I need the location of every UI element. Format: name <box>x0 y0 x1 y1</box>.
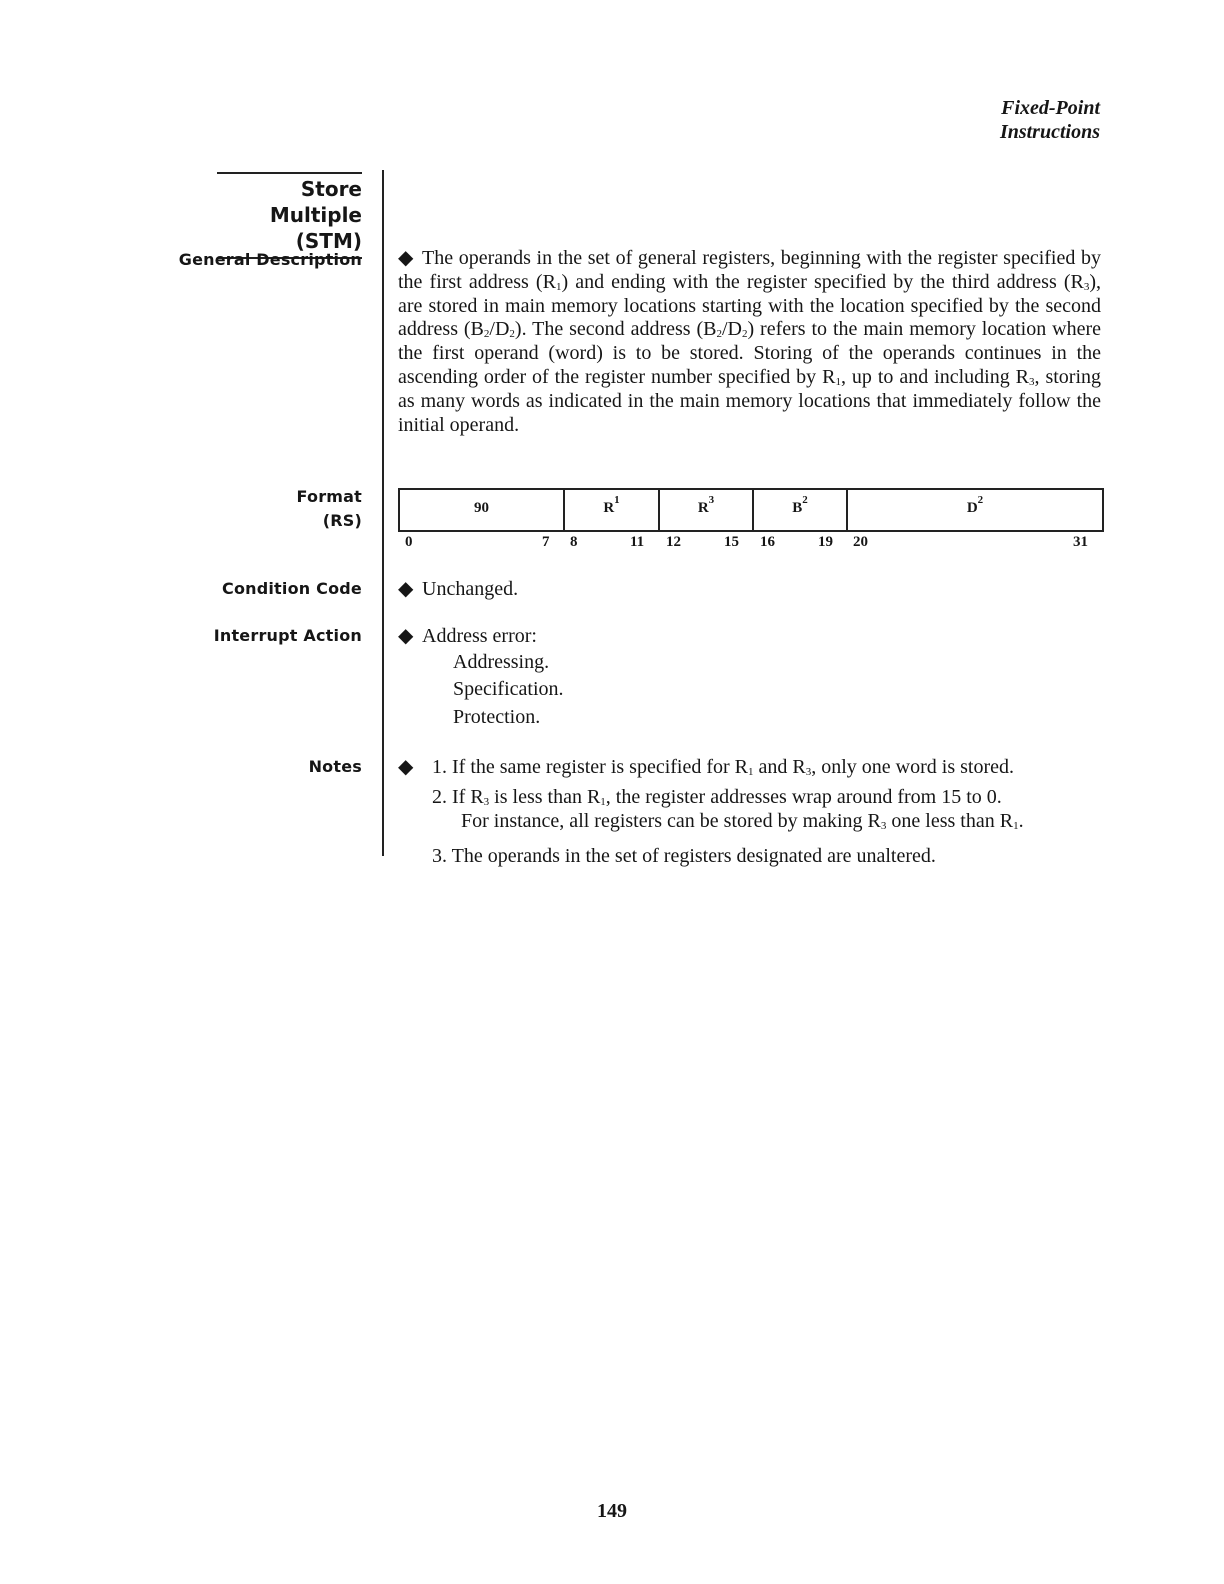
instruction-format-diagram <box>398 488 1104 532</box>
format-field-r3: R 3 <box>660 490 754 530</box>
bit-position: 16 <box>760 534 775 550</box>
label-general-description: General Description <box>178 250 362 269</box>
format-field-b2: B 2 <box>754 490 848 530</box>
bit-position: 8 <box>570 534 578 550</box>
running-header <box>1000 96 1100 144</box>
bit-position: 11 <box>630 534 645 550</box>
condition-code-text: ◆ Unchanged. <box>398 578 519 600</box>
interrupt-action-heading: ◆ Address error: <box>398 625 537 647</box>
bit-position: 20 <box>853 534 868 550</box>
page-number: 149 <box>597 1500 627 1522</box>
note-item-1: ◆ 1. If the same register is specified for $R_1$ and $R_3$, only one word is stored. <box>398 756 1014 778</box>
diamond-bullet-icon: ◆ <box>398 247 414 269</box>
label-format <box>297 485 362 533</box>
format-field-r1: R 1 <box>565 490 660 530</box>
diamond-bullet-icon: ◆ <box>398 625 414 647</box>
general-description-text: ◆ The operands in the set of general registers, beginning with the register specified by the first address $(R_1)$ and ending with the register specified by the third address $(R_3)$, are stored in main memory locations starting with the location specified by the second address $(B_2/D_2)$. The second address $(B_2/D_2)$ refers to the main memory location where the first operand (word) is to be stored. Storing of the operands continues in the ascending order of the register number specified by $R_1$, up to and including $R_3$, storing as many words as indicated in the main memory locations that immediately follow the initial operand. <box>398 247 1102 436</box>
title-line-1: Store Multiple <box>269 177 362 227</box>
header-line-1: Fixed-Point <box>1001 97 1100 119</box>
bit-position: 31 <box>1073 534 1088 550</box>
label-format-line-1: Format <box>296 487 362 506</box>
header-line-2: Instructions <box>999 121 1100 143</box>
interrupt-item: Specification. <box>453 678 564 700</box>
bit-position: 19 <box>818 534 833 550</box>
label-condition-code: Condition Code <box>222 579 362 598</box>
bit-position: 12 <box>666 534 681 550</box>
label-notes: Notes <box>308 757 362 776</box>
bit-position: 0 <box>405 534 413 550</box>
interrupt-item: Addressing. <box>453 651 550 673</box>
title-line-2: (STM) <box>295 229 362 253</box>
instruction-title <box>217 172 362 259</box>
diamond-bullet-icon: ◆ <box>398 578 414 600</box>
bit-position: 15 <box>724 534 739 550</box>
interrupt-item: Protection. <box>453 706 541 728</box>
bit-position: 7 <box>542 534 550 550</box>
note-item-2: 2. If $R_3$ is less than $R_1$, the register addresses wrap around from 15 to 0. <box>432 786 1002 808</box>
diamond-bullet-icon: ◆ <box>398 756 414 778</box>
label-format-line-2: (RS) <box>322 511 362 530</box>
column-divider <box>382 170 384 856</box>
note-item-2-continued: For instance, all registers can be stored by making $R_3$ one less than $R_1$. <box>461 810 1024 832</box>
format-field-opcode: 90 <box>400 490 565 530</box>
note-item-3: 3. The operands in the set of registers designated are unaltered. <box>432 845 936 867</box>
format-field-d2: D 2 <box>966 494 984 516</box>
label-interrupt-action: Interrupt Action <box>213 626 362 645</box>
